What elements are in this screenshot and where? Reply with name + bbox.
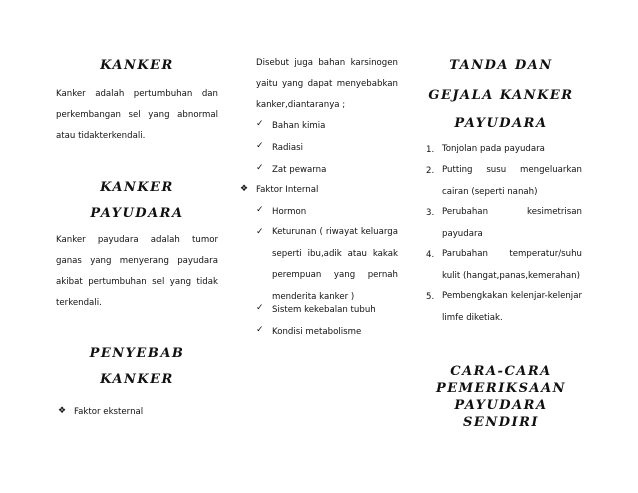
list-item-hormon: Hormon — [272, 207, 307, 217]
heading-tanda-line3: PAYUDARA — [454, 116, 548, 131]
heading-tanda-line2: GEJALA KANKER — [428, 88, 574, 103]
heading-cara-line3: PAYUDARA — [454, 398, 548, 413]
list-item-bahan-kimia: Bahan kimia — [272, 121, 326, 131]
list-item-pembengkakan: Pembengkakan kelenjar-kelenjar limfe diketiak. — [442, 291, 582, 323]
list-item-zat-pewarna: Zat pewarna — [272, 165, 327, 175]
heading-cara-line1: CARA-CARA — [450, 364, 552, 379]
list-number: 3. — [426, 208, 435, 218]
list-item-temperatur: Parubahan temperatur/suhu kulit (hangat,panas,kemerahan) — [442, 249, 582, 281]
heading-kanker-payudara-line1: KANKER — [100, 180, 174, 195]
list-item-sistem-kekebalan: Sistem kekebalan tubuh — [272, 305, 376, 315]
check-icon: ✓ — [256, 163, 264, 173]
check-icon: ✓ — [256, 227, 264, 237]
list-item-tonjolan: Tonjolan pada payudara — [442, 144, 545, 154]
check-icon: ✓ — [256, 141, 264, 151]
heading-cara-line4: SENDIRI — [463, 415, 539, 430]
heading-cara-line2: PEMERIKSAAN — [435, 381, 567, 396]
heading-penyebab-line2: KANKER — [100, 372, 174, 387]
diamond-bullet-icon: ❖ — [58, 406, 67, 416]
list-item-kesimetrisan: Perubahan kesimetrisan payudara — [442, 207, 582, 239]
list-item-kondisi-metabolisme: Kondisi metabolisme — [272, 327, 362, 337]
list-number: 2. — [426, 166, 435, 176]
diamond-bullet-icon: ❖ — [240, 184, 249, 194]
list-item-keturunan: Keturunan ( riwayat keluarga seperti ibu,adik atau kakak perempuan yang pernah menderita kanker ) — [272, 227, 398, 302]
list-number: 1. — [426, 145, 435, 155]
heading-kanker: KANKER — [100, 58, 174, 73]
check-icon: ✓ — [256, 325, 264, 335]
check-icon: ✓ — [256, 205, 264, 215]
paragraph-kanker: Kanker adalah pertumbuhan dan perkembangan sel yang abnormal atau tidakterkendali. — [56, 89, 218, 141]
list-number: 4. — [426, 250, 435, 260]
faktor-internal-label: Faktor Internal — [256, 185, 319, 195]
list-item-radiasi: Radiasi — [272, 143, 304, 153]
heading-tanda-line1: TANDA DAN — [449, 58, 553, 73]
list-number: 5. — [426, 292, 435, 302]
list-item-putting-susu: Putting susu mengeluarkan cairan (seperti nanah) — [442, 165, 582, 197]
paragraph-karsinogen: Disebut juga bahan karsinogen yaitu yang dapat menyebabkan kanker,diantaranya ; — [256, 58, 398, 110]
heading-penyebab-line1: PENYEBAB — [89, 346, 185, 361]
heading-kanker-payudara-line2: PAYUDARA — [90, 206, 184, 221]
check-icon: ✓ — [256, 119, 264, 129]
paragraph-kanker-payudara: Kanker payudara adalah tumor ganas yang menyerang payudara akibat pertumbuhan sel yang tidak terkendali. — [56, 235, 218, 308]
faktor-eksternal-label: Faktor eksternal — [74, 407, 144, 417]
check-icon: ✓ — [256, 303, 264, 313]
